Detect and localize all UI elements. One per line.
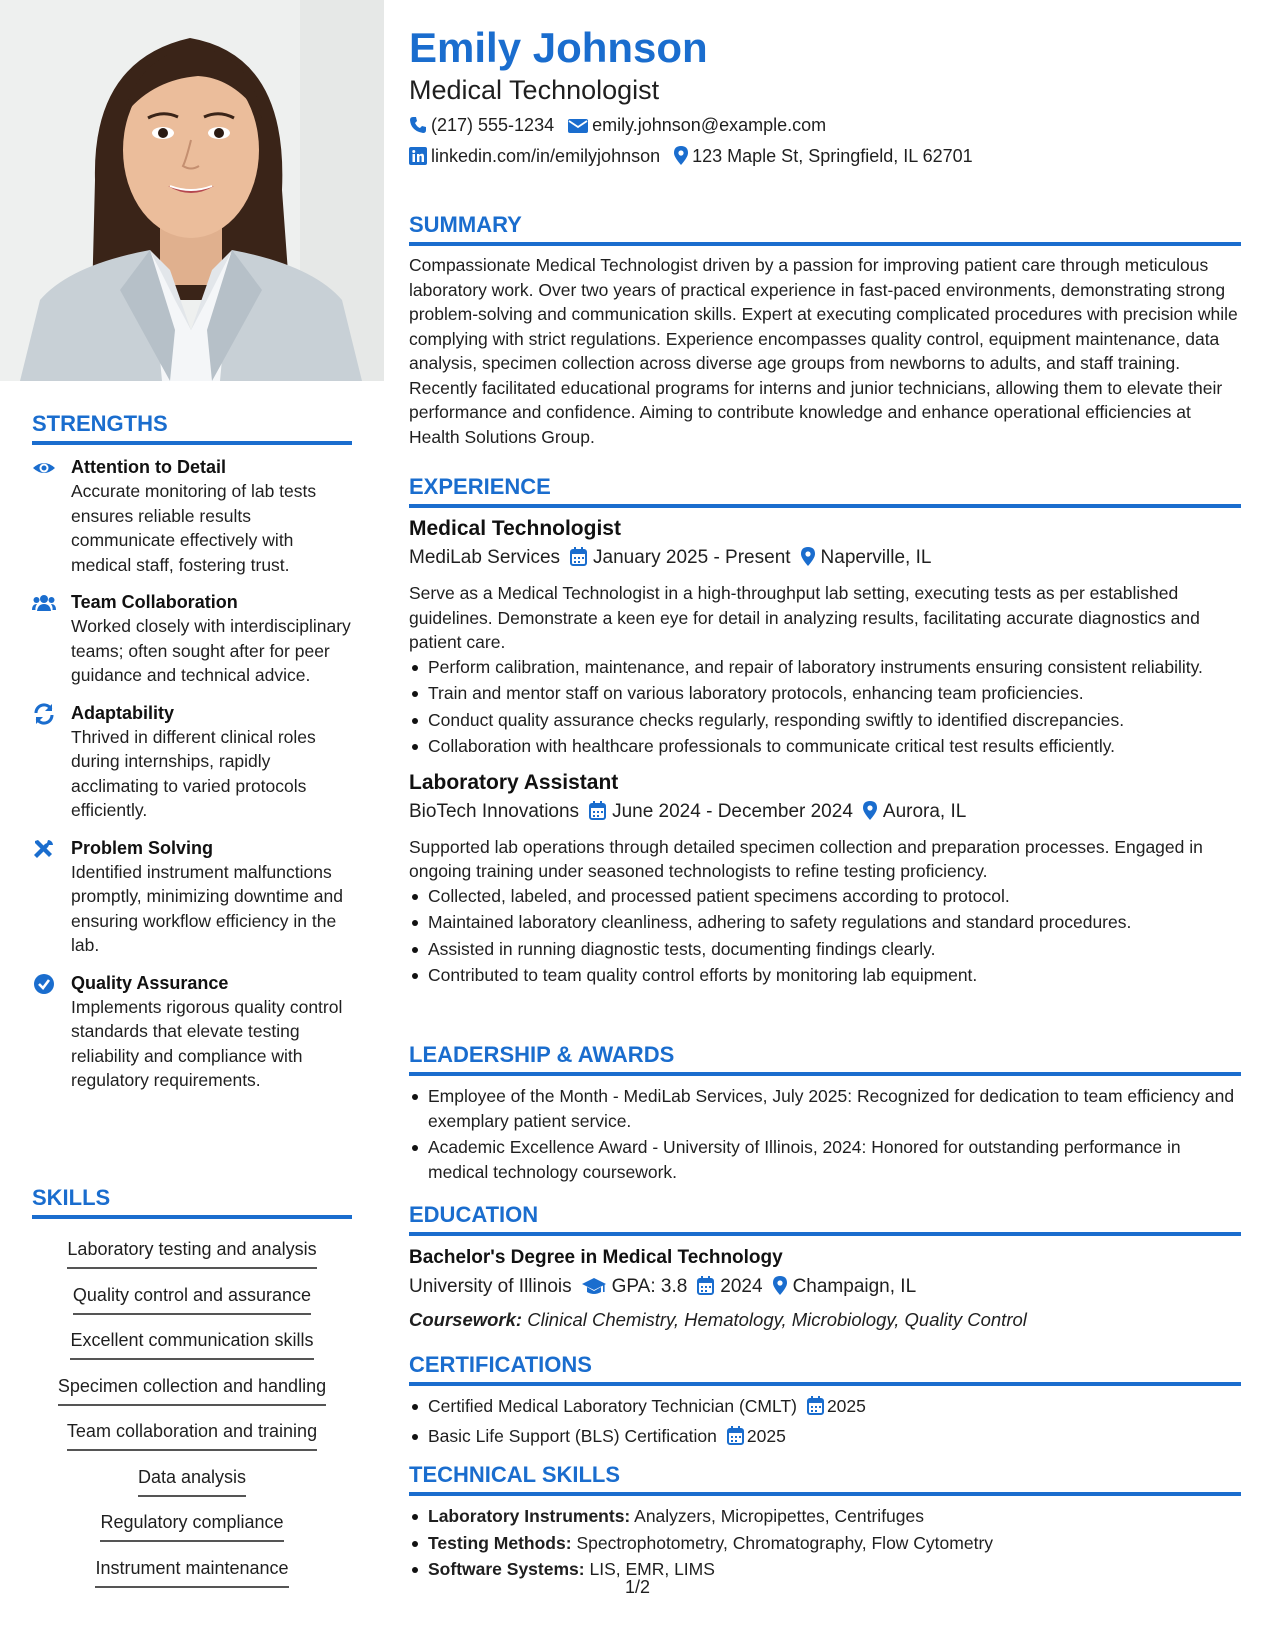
technical-skill-value: LIS, EMR, LIMS: [589, 1559, 715, 1579]
strengths-heading: STRENGTHS: [32, 411, 352, 445]
graduation-year: 2024: [720, 1276, 763, 1297]
location-pin-icon: [801, 547, 815, 574]
envelope-icon: [568, 116, 588, 140]
linkedin-icon: [409, 147, 427, 171]
certification-year: 2025: [826, 1396, 866, 1416]
certifications-list: [409, 1394, 1241, 1451]
job-entry: [409, 769, 1241, 988]
experience-heading: EXPERIENCE: [409, 474, 1241, 508]
technical-skill-value: Analyzers, Micropipettes, Centrifuges: [634, 1506, 924, 1526]
bullet-item: Maintained laboratory cleanliness, adhering to safety regulations and standard procedures.: [409, 910, 1241, 935]
education-heading: EDUCATION: [409, 1202, 1241, 1236]
company-name: BioTech Innovations: [409, 800, 580, 822]
job-meta: [409, 545, 1241, 574]
contact-row-2: [409, 144, 973, 171]
summary-heading: SUMMARY: [409, 212, 1241, 246]
job-title: Medical Technologist: [409, 517, 621, 540]
left-column: [0, 0, 384, 1650]
strength-title: Attention to Detail: [71, 457, 226, 477]
strength-description: Accurate monitoring of lab tests ensures reliable results communicate effectively with medical staff, fostering trust.: [71, 481, 317, 575]
skill-item: Instrument maintenance: [95, 1556, 288, 1588]
strength-title: Problem Solving: [71, 837, 214, 858]
eye-icon: [32, 457, 56, 479]
job-dates: January 2025 - Present: [593, 547, 791, 568]
certification-item: [409, 1394, 1241, 1422]
job-entry: [409, 515, 1241, 759]
bullet-item: Conduct quality assurance checks regularly, responding swiftly to identified discrepancies.: [409, 708, 1241, 733]
job-location: Aurora, IL: [882, 800, 967, 822]
profile-photo: [0, 0, 384, 381]
job-bullets: [409, 655, 1241, 759]
calendar-icon: [727, 1426, 744, 1452]
skill-item: Regulatory compliance: [100, 1510, 283, 1542]
technical-skill-value: Spectrophotometry, Chromatography, Flow Cytometry: [576, 1532, 994, 1553]
strength-title: Team Collaboration: [71, 592, 238, 612]
strength-description: Thrived in different clinical roles during internships, rapidly acclimating to varied protocols efficiently.: [71, 726, 316, 820]
users-icon: [32, 592, 56, 614]
company-name: MediLab Services: [409, 547, 561, 568]
candidate-name: Emily Johnson: [409, 24, 708, 71]
strength-item: [32, 456, 352, 577]
job-meta: [409, 799, 1241, 828]
strength-description: Identified instrument malfunctions promptly, minimizing downtime and ensuring workflow efficiency in the lab.: [71, 861, 344, 955]
coursework-label: Coursework:: [409, 1309, 523, 1330]
strength-title: Quality Assurance: [71, 972, 229, 993]
address-text: 123 Maple St, Springfield, IL 62701: [692, 146, 973, 166]
skill-item: Data analysis: [138, 1465, 246, 1497]
graduation-cap-icon: [582, 1277, 606, 1303]
job-summary: Serve as a Medical Technologist in a high-throughput lab setting, executing tests as per established guidelines. Demonstrate a keen eye for detail in analyzing results, facilitating accurate diagnostics and patient care.: [409, 583, 1200, 652]
location-pin-icon: [863, 801, 877, 828]
skills-list: [32, 1227, 352, 1591]
calendar-icon: [807, 1396, 824, 1422]
certification-name: Basic Life Support (BLS) Certification: [428, 1425, 717, 1446]
technical-skill-item: [409, 1531, 1241, 1556]
strength-item: [32, 972, 352, 1093]
strength-description: Implements rigorous quality control standards that elevate testing reliability and compliance with regulatory requirements.: [71, 996, 343, 1090]
summary-section: [409, 212, 1241, 449]
coursework-line: [409, 1307, 1241, 1333]
phone-icon: [409, 116, 427, 140]
calendar-icon: [589, 801, 606, 828]
job-summary: Supported lab operations through detailed specimen collection and preparation processes. Engaged in ongoing training under seasoned technologists to refine testing proficiency.: [409, 836, 1203, 881]
skills-section: [32, 1185, 352, 1591]
school-name: University of Illinois: [409, 1276, 572, 1297]
strength-description: Worked closely with interdisciplinary teams; often sought after for peer guidance and technical advice.: [71, 616, 351, 685]
bullet-item: Collaboration with healthcare professionals to communicate critical test results efficiently.: [409, 734, 1241, 759]
job-bullets: [409, 884, 1241, 988]
technical-skill-item: [409, 1504, 1241, 1529]
certifications-heading: CERTIFICATIONS: [409, 1352, 1241, 1386]
sync-icon: [32, 703, 56, 725]
awards-list: [409, 1084, 1241, 1184]
bullet-item: Train and mentor staff on various laboratory protocols, enhancing team proficiencies.: [409, 681, 1241, 706]
bullet-item: Perform calibration, maintenance, and repair of laboratory instruments ensuring consistent reliability.: [409, 655, 1241, 680]
skill-item: Team collaboration and training: [67, 1419, 317, 1451]
education-location: Champaign, IL: [792, 1276, 917, 1297]
calendar-icon: [570, 547, 587, 574]
strength-item: [32, 837, 352, 958]
phone-text[interactable]: (217) 555-1234: [431, 115, 555, 135]
skill-item: Quality control and assurance: [73, 1283, 311, 1315]
summary-text: Compassionate Medical Technologist driven by a passion for improving patient care through meticulous laboratory work. Over two years of practical experience in fast-paced environments, demonstrating strong problem-solving and communication skills. Expert at executing complicated procedures with precision while complying with strict regulations. Experience encompasses quality control, equipment maintenance, data analysis, specimen collection across diverse age groups from newborns to adults, and staff training. Recently facilitated educational programs for interns and junior technicians, allowing them to elevate their performance and confidence. Aiming to contribute knowledge and enhance operational efficiencies at Health Solutions Group.: [409, 255, 1238, 447]
linkedin-link[interactable]: linkedin.com/in/emilyjohnson: [431, 146, 661, 166]
location-pin-icon: [674, 146, 688, 171]
tools-icon: [32, 838, 56, 860]
awards-heading: LEADERSHIP & AWARDS: [409, 1042, 1241, 1076]
check-circle-icon: [32, 973, 56, 995]
experience-section: [409, 474, 1241, 990]
certifications-section: [409, 1352, 1241, 1453]
award-item: Employee of the Month - MediLab Services, July 2025: Recognized for dedication to team efficiency and exemplary patient service.: [409, 1084, 1241, 1133]
coursework-text: Clinical Chemistry, Hematology, Microbiology, Quality Control: [527, 1309, 1027, 1330]
certification-year: 2025: [746, 1425, 786, 1446]
skill-item: Laboratory testing and analysis: [67, 1237, 316, 1269]
degree-title: Bachelor's Degree in Medical Technology: [409, 1247, 783, 1268]
technical-skill-label: Laboratory Instruments:: [428, 1506, 631, 1526]
strengths-section: [32, 411, 352, 1093]
technical-skill-label: Software Systems:: [428, 1559, 585, 1579]
award-item: Academic Excellence Award - University of Illinois, 2024: Honored for outstanding performance in medical technology coursework.: [409, 1135, 1241, 1184]
bullet-item: Assisted in running diagnostic tests, documenting findings clearly.: [409, 937, 1241, 962]
technical-skills-list: [409, 1504, 1241, 1582]
awards-section: [409, 1042, 1241, 1186]
strength-item: [32, 591, 352, 688]
technical-skills-heading: TECHNICAL SKILLS: [409, 1462, 1241, 1496]
page-number: 1/2: [624, 1577, 651, 1597]
job-location: Naperville, IL: [820, 547, 932, 568]
technical-skill-label: Testing Methods:: [428, 1532, 572, 1553]
strength-item: [32, 702, 352, 823]
bullet-item: Contributed to team quality control efforts by monitoring lab equipment.: [409, 963, 1241, 988]
email-link[interactable]: emily.johnson@example.com: [592, 115, 827, 135]
education-meta: [409, 1274, 1241, 1303]
technical-skills-section: [409, 1462, 1241, 1584]
location-pin-icon: [773, 1276, 787, 1303]
candidate-title: Medical Technologist: [409, 75, 660, 105]
contact-row-1: [409, 113, 826, 140]
certification-item: [409, 1424, 1241, 1452]
calendar-icon: [697, 1276, 714, 1303]
strength-title: Adaptability: [71, 702, 175, 723]
gpa-text: GPA: 3.8: [611, 1276, 688, 1297]
skill-item: Specimen collection and handling: [58, 1374, 326, 1406]
skill-item: Excellent communication skills: [70, 1328, 313, 1360]
job-dates: June 2024 - December 2024: [612, 800, 853, 822]
bullet-item: Collected, labeled, and processed patient specimens according to protocol.: [409, 884, 1241, 909]
education-section: [409, 1202, 1241, 1333]
certification-name: Certified Medical Laboratory Technician (CMLT): [428, 1396, 797, 1416]
skills-heading: SKILLS: [32, 1185, 352, 1219]
job-title: Laboratory Assistant: [409, 770, 619, 794]
